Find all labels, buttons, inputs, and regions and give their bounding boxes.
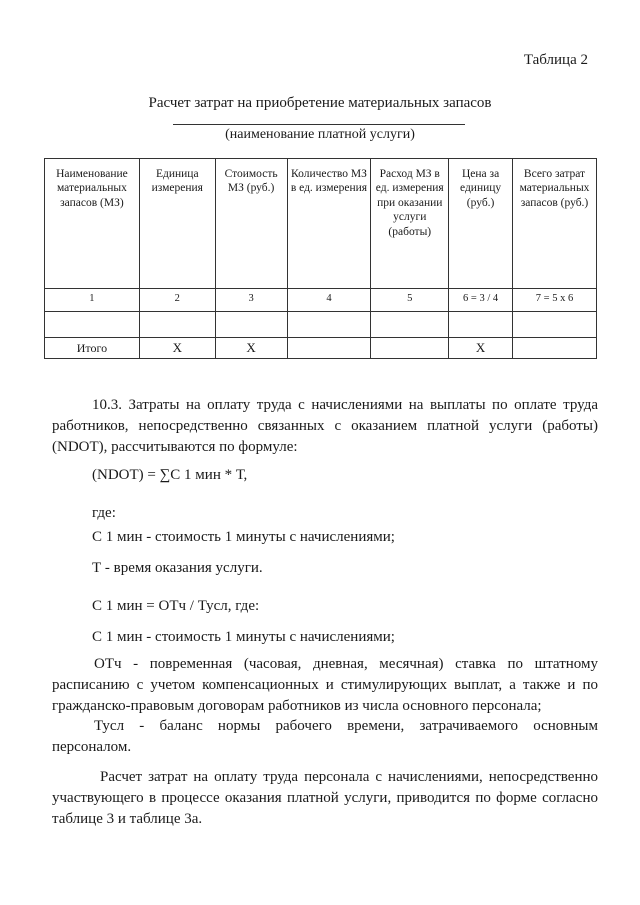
service-name-blank-line <box>173 124 465 125</box>
empty-cell <box>215 312 287 338</box>
header-cell: Всего затрат материальных запасов (руб.) <box>513 159 597 289</box>
table-header-row <box>45 159 597 289</box>
empty-cell <box>287 312 371 338</box>
empty-data-row <box>45 312 597 338</box>
definition-t: Т - время оказания услуги. <box>92 560 263 576</box>
column-number-cell: 2 <box>139 289 215 312</box>
total-cell: Х <box>215 338 287 359</box>
empty-cell <box>449 312 513 338</box>
paragraph-10-3: 10.3. Затраты на оплату труда с начислениями на выплаты по оплате труда работников, непосредственно связанных с оказанием платной услуги (работы) (NDOT), рассчитываются по формуле: <box>52 397 598 455</box>
service-name-caption: (наименование платной услуги) <box>225 127 415 142</box>
materials-cost-table <box>44 158 597 359</box>
table-title: Расчет затрат на приобретение материальных запасов <box>148 95 492 111</box>
total-cell: Х <box>139 338 215 359</box>
paragraph-final: Расчет затрат на оплату труда персонала с начислениями, непосредственно участвующего в процессе оказания платной услуги, приводится по форме согласно таблице 3 и таблице 3а. <box>52 769 598 827</box>
column-number-cell: 3 <box>215 289 287 312</box>
definition-c1min-repeat: С 1 мин - стоимость 1 минуты с начислениями; <box>92 629 395 645</box>
total-row <box>45 338 597 359</box>
total-cell <box>371 338 449 359</box>
where-label: где: <box>92 505 116 521</box>
definition-otch: ОТч - повременная (часовая, дневная, месячная) ставка по штатному расписанию с учетом компенсационных и стимулирующих выплат, а также и по гражданско-правовым договорам работников из числа основного персонала; <box>52 656 598 714</box>
total-cell <box>513 338 597 359</box>
definition-tusl: Тусл - баланс нормы рабочего времени, затрачиваемого основным персоналом. <box>52 718 598 755</box>
header-cell: Стоимость МЗ (руб.) <box>215 159 287 289</box>
header-cell: Единица измерения <box>139 159 215 289</box>
definition-c1min: С 1 мин - стоимость 1 минуты с начислениями; <box>92 529 395 545</box>
header-cell: Наименование материальных запасов (МЗ) <box>45 159 140 289</box>
header-cell: Количество МЗ в ед. измерения <box>287 159 371 289</box>
header-cell: Расход МЗ в ед. измерения при оказании услуги (работы) <box>371 159 449 289</box>
empty-cell <box>139 312 215 338</box>
column-number-cell: 1 <box>45 289 140 312</box>
column-number-cell: 7 = 5 х 6 <box>513 289 597 312</box>
empty-cell <box>371 312 449 338</box>
column-number-cell: 4 <box>287 289 371 312</box>
total-label-cell: Итого <box>45 338 140 359</box>
total-cell: Х <box>449 338 513 359</box>
empty-cell <box>45 312 140 338</box>
formula-c1min: С 1 мин = ОТч / Тусл, где: <box>92 598 260 614</box>
header-cell: Цена за единицу (руб.) <box>449 159 513 289</box>
column-number-row <box>45 289 597 312</box>
column-number-cell: 5 <box>371 289 449 312</box>
formula-ndot: (NDOT) = ∑С 1 мин * Т, <box>92 467 248 483</box>
empty-cell <box>513 312 597 338</box>
total-cell <box>287 338 371 359</box>
column-number-cell: 6 = 3 / 4 <box>449 289 513 312</box>
table-number: Таблица 2 <box>523 52 588 68</box>
